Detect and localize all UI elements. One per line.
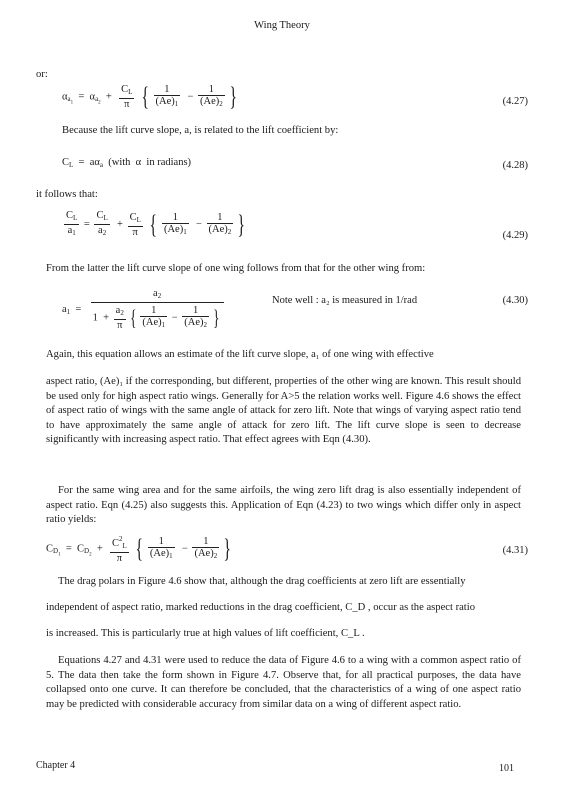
paragraph-2: For the same wing area and for the same airfoils, the wing zero lift drag is also essentially independent of aspect ratio. Eqn (4.25) also suggests this. Application of Eqn (4.23) to two wings which differ only in aspect ratio yields: — [46, 485, 521, 525]
paragraph-4: Equations 4.27 and 4.31 were used to reduce the data of Figure 4.6 to a wing with a common aspect ratio of 5. The data then take the form shown in Figure 4.7. Observe that, for all practical purposes, the data have collapsed onto one curve. It can therefore be concluded, that the characteristics of a wing of one aspect ratio may be predicted with considerable accuracy from similar data on a wing of different aspect ratio. — [46, 655, 521, 710]
equation-number-4-27: (4.27) — [502, 96, 528, 107]
equation-number-4-31: (4.31) — [502, 545, 528, 556]
equation-number-4-29: (4.29) — [502, 230, 528, 241]
paragraph-3-line-2: independent of aspect ratio, marked reductions in the drag coefficient, C_D , occur as the aspect ratio — [46, 602, 475, 613]
paragraph-1-line-1: Again, this equation allows an estimate of the lift curve slope, a₁ of one wing with effective — [46, 349, 434, 360]
equation-4-29: $\frac{C_L}{a_1}$ = $\frac{C_L}{a_2}$ + $\frac{C_L}{\pi}$ { $\frac{1}{(Ae)_1}$ − $\frac{1}{(Ae)_2}$ } — [66, 209, 246, 239]
equation-4-27: $\alpha_{a_1} = \alpha_{a_2}$ + $\frac{C_L}{\pi}$ { $\frac{1}{(Ae)_1}$ − $\frac{1}{(Ae)_2}$ } — [62, 82, 237, 111]
paragraph-3-line-3: is increased. This is particularly true at high values of lift coefficient, C_L . — [46, 628, 365, 639]
equation-4-30: $a_1$ = $a_2$ 1 + $\frac{a_2}{\pi}$ { $\frac{1}{(Ae)_1}$ − $\frac{1}{(Ae)_2}$ } — [62, 288, 226, 331]
text-or: or: — [36, 69, 48, 80]
page-number: 101 — [499, 763, 514, 774]
running-header: Wing Theory — [254, 20, 310, 31]
text-from-latter: From the latter the lift curve slope of one wing follows from that for the other wing from: — [46, 263, 426, 274]
text-because: Because the lift curve slope, a, is related to the lift coefficient by: — [62, 125, 339, 136]
equation-number-4-30: (4.30) — [502, 295, 528, 306]
paragraph-3-line-1: The drag polars in Figure 4.6 show that, although the drag coefficients at zero lift are essentially — [58, 576, 466, 587]
text-it-follows: it follows that: — [36, 189, 98, 200]
equation-number-4-28: (4.28) — [502, 160, 528, 171]
paragraph-1: aspect ratio, (Ae)₁ if the corresponding, but different, properties of the other wing are known. This result should be used only for high aspect ratio wings. Generally for A>5 the relation works well. Figure 4.6 shows the effect of aspect ratio of wings with the same angle of attack for zero lift. Note that wings of varying aspect ratio tend to have approximately the same angle of attack for zero lift. The lift curve slope is seen to decrease significantly with increasing aspect ratio. That effect agrees with Eqn (4.30). — [46, 376, 521, 445]
note-well: Note well : a₂ is measured in 1/rad — [272, 295, 418, 306]
footer-chapter: Chapter 4 — [36, 760, 76, 771]
equation-4-31: $C_{D_1} = C_{D_2}$ + $\frac{C^2_L}{\pi}$ { $\frac{1}{(Ae)_1}$ − $\frac{1}{(Ae)_2}$ } — [46, 534, 232, 564]
equation-4-28: $C_L = a\alpha_a$ (with α in radians) — [62, 157, 192, 169]
